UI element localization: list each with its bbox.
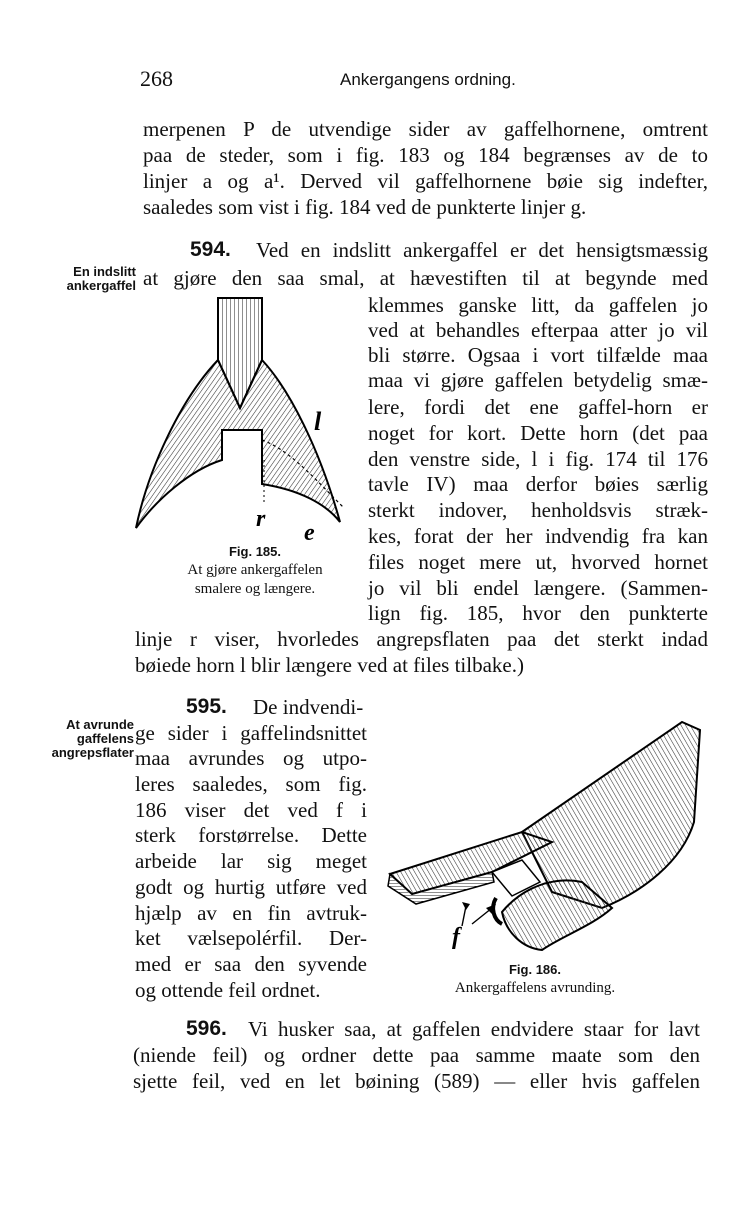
body-line: sterkt indover, henholdsvis stræk- — [368, 498, 708, 522]
body-line: kes, forat der her indvendig fra kan — [368, 524, 708, 548]
body-line: Vi husker saa, at gaffelen endvidere staar for lavt — [248, 1017, 700, 1041]
body-line: bli større. Ogsaa i vort tilfælde maa — [368, 343, 708, 367]
body-line: lign fig. 185, hvor den punkterte — [368, 601, 708, 625]
body-line: arbeide lar sig meget — [135, 849, 367, 873]
section-number: 596. — [186, 1017, 227, 1040]
label-l: l — [314, 407, 322, 436]
body-line: at gjøre den saa smal, at hævestiften til at begynde med — [143, 266, 708, 290]
body-line: og ottende feil ordnet. — [135, 978, 321, 1002]
figure-185-caption: Fig. 185. At gjøre ankergaffelen smalere og længere. — [187, 544, 323, 597]
body-line: ge sider i gaffelindsnittet — [135, 721, 367, 745]
body-line: maa vi gjøre gaffelen betydelig smæ- — [368, 368, 708, 392]
section-number: 595. — [186, 695, 227, 718]
body-line: bøiede horn l blir længere ved at files tilbake.) — [135, 653, 524, 677]
body-line: tavle IV) maa derfor bøies særlig — [368, 472, 708, 496]
arrow-f-1 — [462, 906, 466, 926]
body-line: hjælp av en fin avtruk- — [135, 901, 367, 925]
body-line: med er saa den syvende — [135, 952, 367, 976]
body-line: De indvendi- — [253, 695, 364, 719]
page-number: 268 — [140, 66, 173, 91]
intro-line: paa de steder, som i fig. 183 og 184 begrænses av de to — [143, 143, 708, 167]
body-line: lere, fordi det ene gaffel-horn er — [368, 395, 708, 419]
body-line: noget for kort. Dette horn (det paa — [368, 421, 708, 445]
body-line: Ved en indslitt ankergaffel er det hensigtsmæssig — [256, 238, 708, 262]
label-r: r — [256, 506, 266, 532]
body-line: godt og hurtig utføre ved — [135, 875, 367, 899]
body-line: (niende feil) og ordner dette paa samme maate som den — [133, 1043, 700, 1067]
body-line: ket vælsepolérfil. Der- — [135, 926, 367, 950]
body-line: 186 viser det ved f i — [135, 798, 367, 822]
body-line: linje r viser, hvorledes angrepsflaten paa det sterkt indad — [135, 627, 708, 651]
body-line: leres saaledes, som fig. — [135, 772, 367, 796]
intro-line: linjer a og a¹. Derved vil gaffelhornene bøie sig indefter, — [143, 169, 708, 193]
margin-note: En indslitt ankergaffel — [66, 264, 136, 293]
label-f: f — [452, 924, 460, 950]
body-line: maa avrundes og utpo- — [135, 746, 367, 770]
label-e: e — [304, 520, 315, 546]
body-line: sterk forstørrelse. Dette — [135, 823, 367, 847]
body-line: files noget mere ut, hvorved hornet — [368, 550, 708, 574]
body-line: sjette feil, ved en let bøining (589) — eller hvis gaffelen — [133, 1069, 700, 1093]
figure-186-caption: Fig. 186. Ankergaffelens avrunding. — [454, 962, 616, 996]
intro-line: merpenen P de utvendige sider av gaffelhornene, omtrent — [143, 117, 708, 141]
fork-block — [522, 722, 700, 908]
body-line: klemmes ganske litt, da gaffelen jo — [368, 293, 708, 317]
figure-186-fork — [382, 712, 712, 962]
running-title: Ankergangens ordning. — [340, 70, 516, 89]
rounded-edge-f — [493, 898, 502, 924]
body-line: den venstre side, l i fig. 174 til 176 — [368, 447, 708, 471]
body-line: ved at behandles efterpaa atter jo vil — [368, 318, 708, 342]
body-line: jo vil bli endel længere. (Sammen- — [368, 576, 708, 600]
figure-185-fork — [130, 290, 358, 546]
margin-note: At avrunde gaffelens angrepsflater — [51, 717, 134, 760]
section-number: 594. — [190, 238, 231, 261]
intro-line: saaledes som vist i fig. 184 ved de punkterte linjer g. — [143, 195, 587, 219]
